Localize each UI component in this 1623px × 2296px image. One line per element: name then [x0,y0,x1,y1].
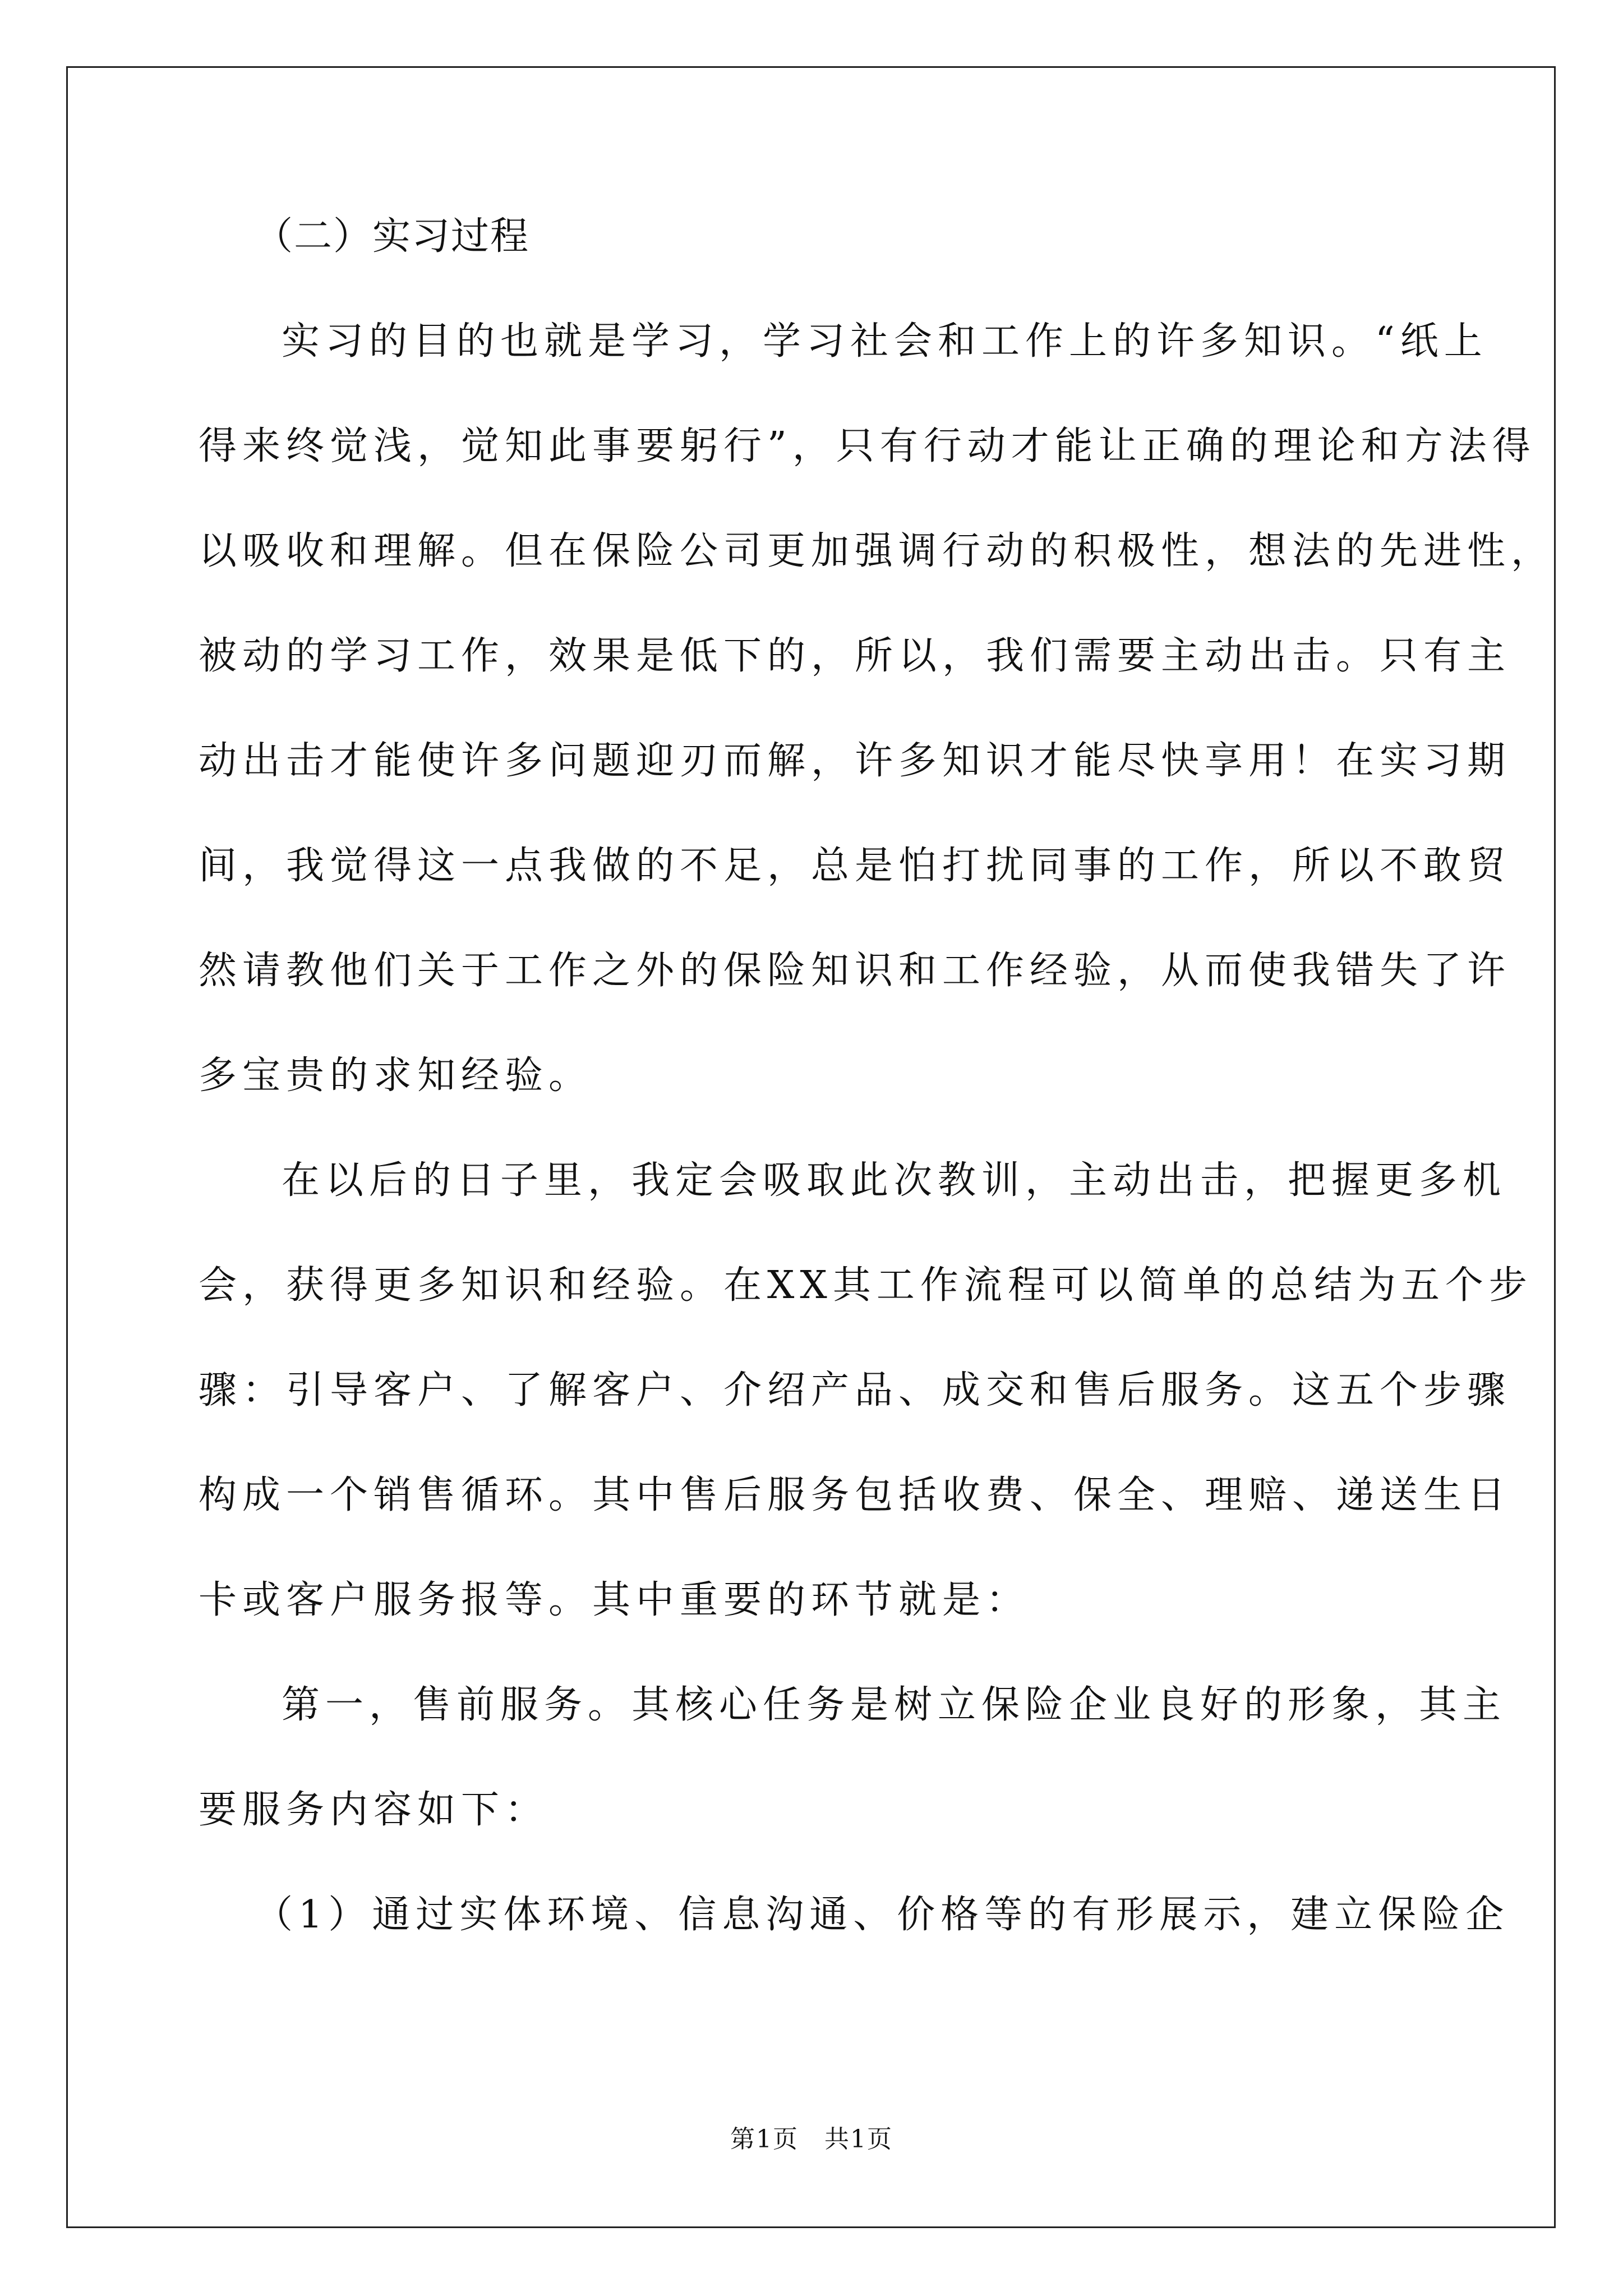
paragraph-1 [199,319,1555,1098]
document-body [199,214,1555,1938]
paragraph-line: 被动的学习工作，效果是低下的，所以，我们需要主动出击。只有主 [199,634,1511,678]
page-number-footer: 第1页 共1页 [730,2125,893,2154]
paragraph-line: 间，我觉得这一点我做的不足，总是怕打扰同事的工作，所以不敢贸 [199,844,1511,888]
paragraph-2 [199,1158,1533,1623]
paragraph-line: 多宝贵的求知经验。 [199,1053,593,1098]
paragraph-3 [199,1683,1507,1833]
paragraph-line: 会，获得更多知识和经验。在XX其工作流程可以简单的总结为五个步 [199,1263,1533,1308]
paragraph-line: 卡或客户服务报等。其中重要的环节就是： [199,1578,1030,1622]
paragraph-line: 骤：引导客户、了解客户、介绍产品、成交和售后服务。这五个步骤 [199,1368,1511,1412]
paragraph-line: 然请教他们关于工作之外的保险知识和工作经验，从而使我错失了许 [199,949,1511,993]
paragraph-line: 第一，售前服务。其核心任务是树立保险企业良好的形象，其主 [282,1683,1507,1727]
section-heading: （二）实习过程 [255,214,530,259]
paragraph-line: 在以后的日子里，我定会吸取此次教训，主动出击，把握更多机 [282,1158,1507,1203]
paragraph-line: 动出击才能使许多问题迎刃而解，许多知识才能尽快享用！在实习期 [199,739,1511,783]
paragraph-line: 构成一个销售循环。其中售后服务包括收费、保全、理赔、递送生日 [199,1473,1511,1517]
paragraph-line: 以吸收和理解。但在保险公司更加强调行动的积极性，想法的先进性， [199,529,1555,573]
paragraph-line: 得来终觉浅，觉知此事要躬行”，只有行动才能让正确的理论和方法得 [199,424,1536,468]
list-item: （1）通过实体环境、信息沟通、价格等的有形展示，建立保险企 [255,1893,1510,1937]
paragraph-line: 要服务内容如下： [199,1788,549,1832]
paragraph-line: 实习的目的也就是学习，学习社会和工作上的许多知识。“纸上 [282,319,1488,364]
